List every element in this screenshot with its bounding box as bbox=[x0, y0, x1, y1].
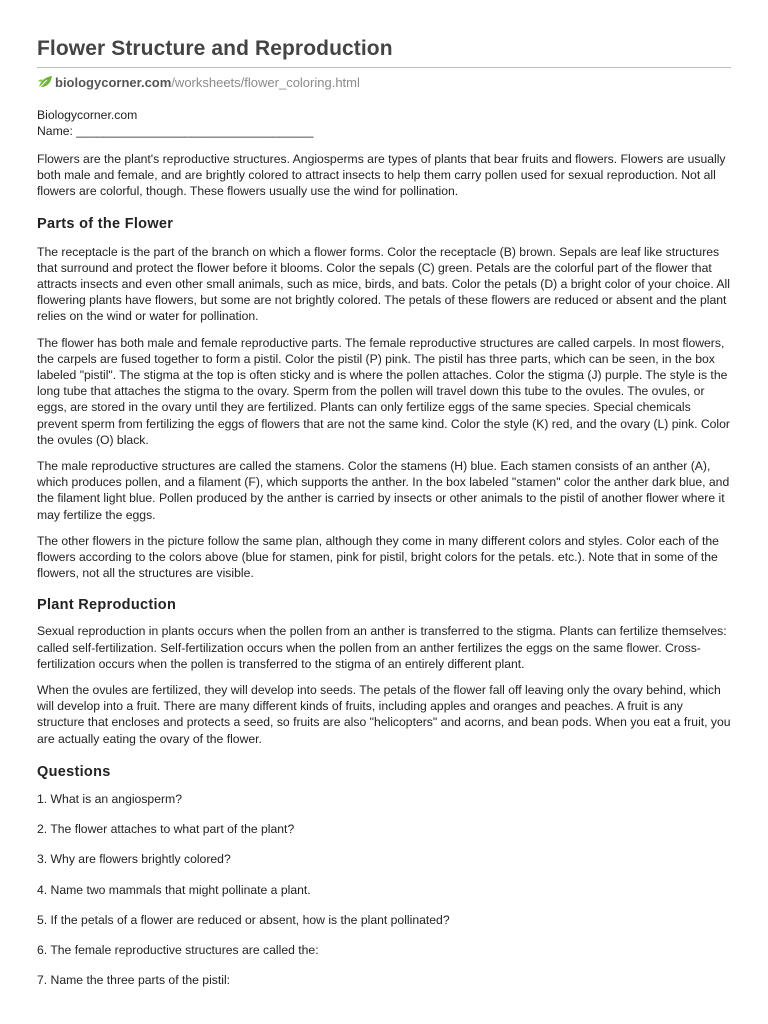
question-item: 6. The female reproductive structures are called the: bbox=[37, 942, 319, 957]
source-line bbox=[37, 73, 731, 91]
name-line: Name: ___________________________________ bbox=[37, 124, 314, 138]
leaf-logo-icon bbox=[37, 74, 53, 90]
parts-paragraph: The receptacle is the part of the branch on which a flower forms. Color the receptacle (B) brown. Sepals are leaf like structures that surround and protect the flower before it blooms. Color the sepals (C) green. Petals are the colorful part of the flower that attracts insects and even other small animals, such as mice, birds, and bats. Color the petals (D) a bright color of your choice. All flowering plants have flowers, but some are not brightly colored. The petals of these flowers are reduced or absent and the plant relies on the wind or water for pollination. bbox=[37, 244, 730, 324]
intro-paragraph: Flowers are the plant's reproductive structures. Angiosperms are types of plants that bear fruits and flowers. Flowers are usually both male and female, and are brightly colored to attract insects to help them carry pollen used for sexual reproduction. Not all flowers are colorful, though. These flowers usually use the wind for pollination. bbox=[37, 152, 726, 199]
question-item: 7. Name the three parts of the pistil: bbox=[37, 973, 231, 988]
question-item: 3. Why are flowers brightly colored? bbox=[37, 852, 231, 867]
site-name: Biologycorner.com bbox=[37, 108, 138, 122]
parts-paragraph: The other flowers in the picture follow the same plan, although they come in many different colors and styles. Color each of the flowers according to the colors above (blue for stamen, pink for pistil, bright colors for the petals. etc.). Note that in some of the flowers, not all the structures are visible. bbox=[37, 533, 719, 581]
question-item: 1. What is an angiosperm? bbox=[37, 791, 182, 806]
heading-questions: Questions bbox=[37, 763, 111, 780]
page-title: Flower Structure and Reproduction bbox=[37, 37, 393, 60]
repro-paragraph: Sexual reproduction in plants occurs when the pollen from an anther is transferred to the stigma. Plants can fertilize themselves: called self-fertilization. Self-fertilization occurs when the pollen from an anther fertilizes the eggs on the same flower. Cross-fertilization occurs when the pollen is transferred to the stigma of an entirely different plant. bbox=[37, 624, 727, 671]
source-domain-link[interactable]: biologycorner.com bbox=[55, 74, 172, 90]
parts-paragraph: The male reproductive structures are called the stamens. Color the stamens (H) blue. Each stamen consists of an anther (A), which produces pollen, and a filament (F), which supports the anther. In the box labeled "stamen" color the anther dark blue, and the filament light blue. Pollen produced by the anther is carried by insects or other animals to the pistil of another flower where it may fertilize the eggs. bbox=[37, 459, 730, 522]
source-path-link[interactable]: /worksheets/flower_coloring.html bbox=[171, 74, 360, 90]
question-item: 4. Name two mammals that might pollinate a plant. bbox=[37, 882, 311, 897]
worksheet-meta bbox=[37, 107, 731, 139]
parts-paragraph: The flower has both male and female reproductive parts. The female reproductive structures are called carpels. In most flowers, the carpels are fused together to form a pistil. Color the pistil (P) pink. The pistil has three parts, which can be seen, in the box labeled "pistil". The stigma at the top is often sticky and is where the pollen attaches. Color the stigma (J) purple. The style is the long tube that attaches the stigma to the ovary. Sperm from the pollen will travel down this tube to the ovules. The ovules, or eggs, are stored in the ovary until they are fertilized. Plants can only fertilize eggs of the same species. Special chemicals prevent sperm from fertilizing the eggs of flowers that are not the same kind. Color the style (K) red, and the ovary (L) pink. Color the ovules (O) black. bbox=[37, 335, 730, 447]
heading-parts-of-flower: Parts of the Flower bbox=[37, 215, 174, 232]
heading-plant-reproduction: Plant Reproduction bbox=[37, 597, 177, 614]
title-divider bbox=[37, 67, 731, 68]
repro-paragraph: When the ovules are fertilized, they will develop into seeds. The petals of the flower fall off leaving only the ovary behind, which will develop into a fruit. There are many different kinds of fruits, including apples and oranges and peaches. A fruit is any structure that encloses and protects a seed, so fruits are also "helicopters" and acorns, and bean pods. When you eat a fruit, you are actually eating the ovary of the flower. bbox=[37, 683, 731, 746]
question-item: 2. The flower attaches to what part of the plant? bbox=[37, 822, 295, 837]
question-item: 5. If the petals of a flower are reduced or absent, how is the plant pollinated? bbox=[37, 912, 450, 927]
